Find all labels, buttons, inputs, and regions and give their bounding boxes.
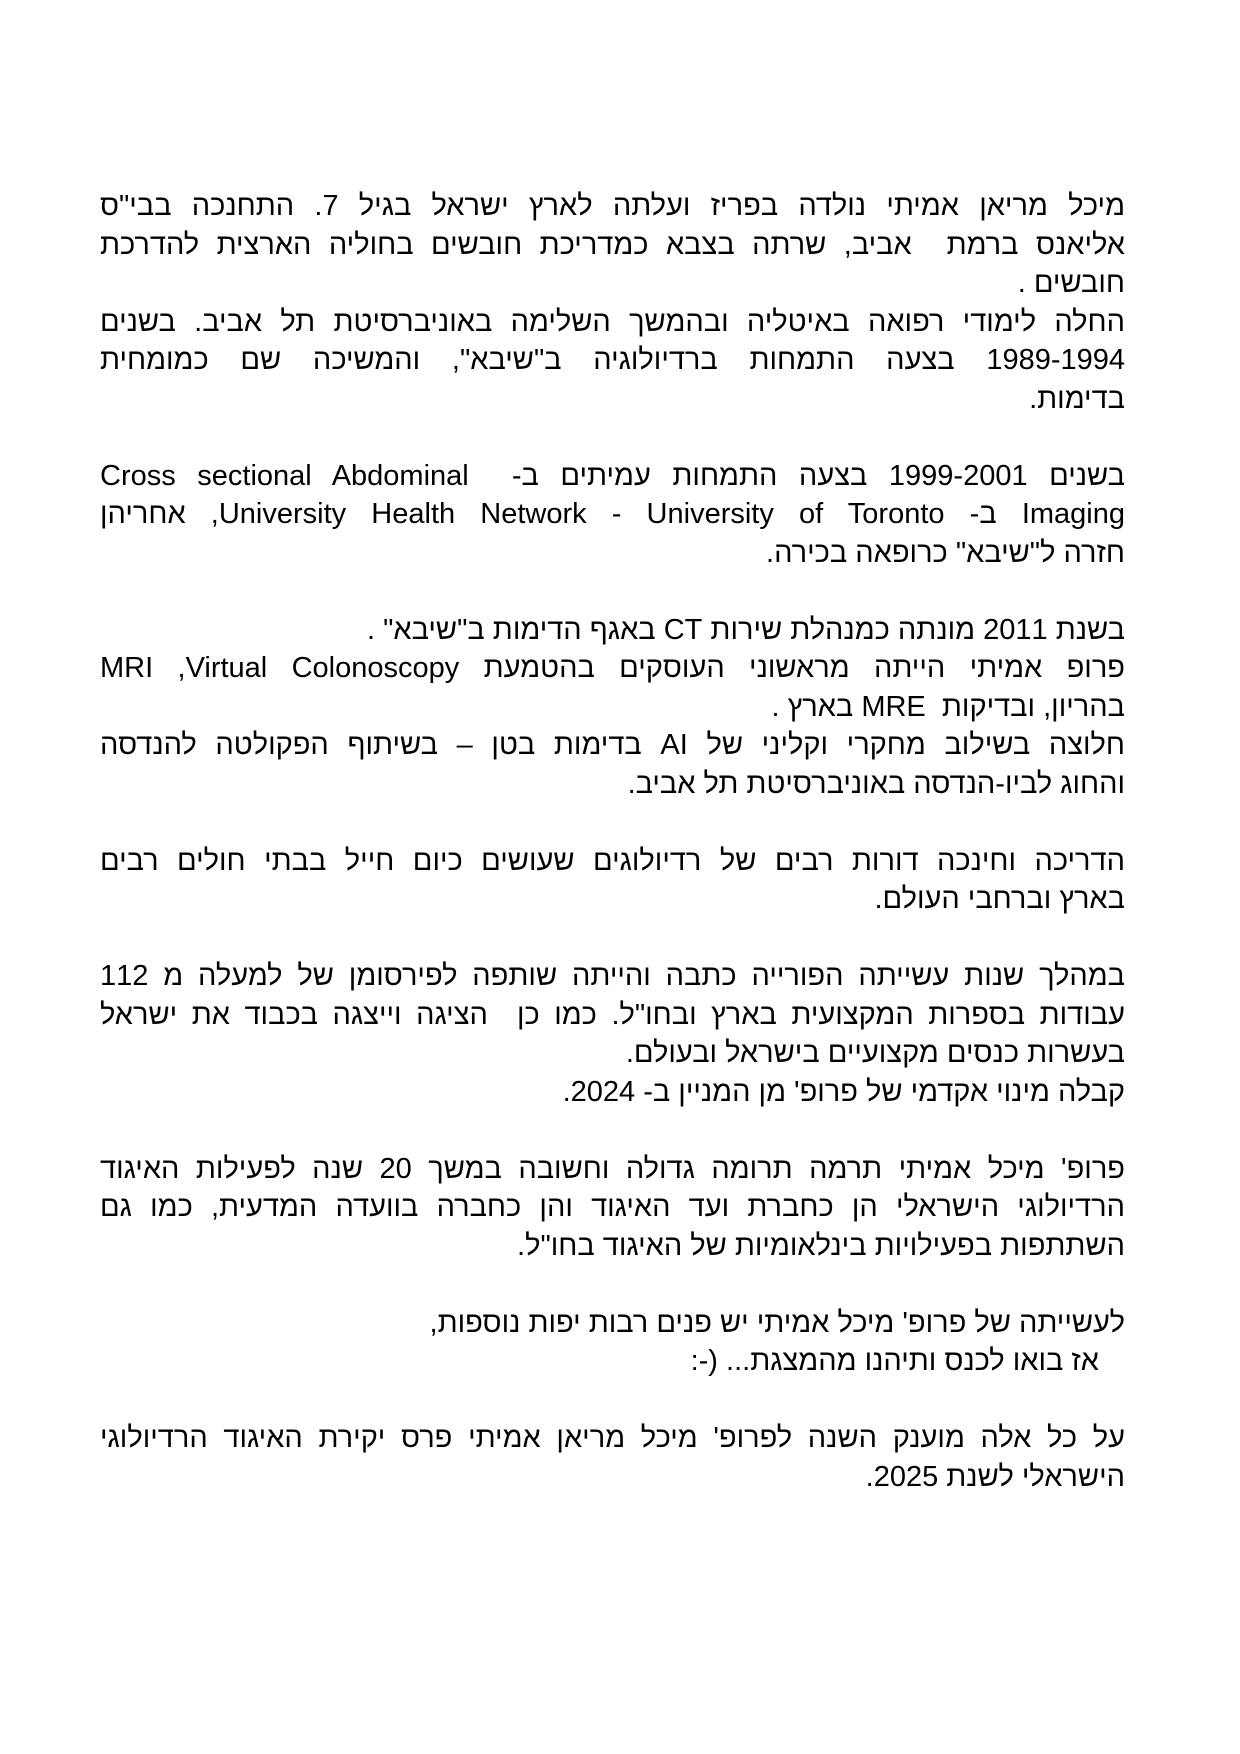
text-line: חזרה ל"שיבא" כרופאה בכירה. — [766, 536, 1125, 569]
paragraph-invitation — [100, 1304, 1125, 1381]
text-line: הישראלי לשנת 2025. — [865, 1460, 1125, 1493]
text-line: הדריכה וחינכה דורות רבים של רדיולוגים שעושים כיום חייל בבתי חולים רבים — [100, 844, 1125, 877]
paragraph-teaching — [100, 842, 1125, 919]
text-line: אז בואו לכנס ותיהנו מהמצגת... (-: — [690, 1345, 1099, 1377]
text-line: והחוג לביו-הנדסה באוניברסיטת תל אביב. — [627, 767, 1125, 800]
paragraph-society-contribution — [100, 1150, 1125, 1266]
text-line: מיכל מריאן אמיתי נולדה בפריז ועלתה לארץ ישראל בגיל 7. התחנכה בבי"ס — [100, 190, 1125, 222]
text-line: במהלך שנות עשייתה הפורייה כתבה והייתה שותפה לפירסומן של למעלה מ 112 — [100, 960, 1125, 992]
text-line: אליאנס ברמת אביב, שרתה בצבא כמדריכת חובשים בחוליה הארצית להדרכת — [100, 228, 1125, 261]
text-line: פרופ אמיתי הייתה מראשוני העוסקים בהטמעת Virtual Colonoscopy‏, MRI — [100, 652, 1125, 684]
paragraph-ct-service — [100, 611, 1125, 804]
text-line: Imaging ב- University Health Network - University of Toronto, אחריהן — [100, 498, 1125, 530]
text-line: קבלה מינוי אקדמי של פרופ' מן המניין ב- 2024. — [562, 1075, 1125, 1108]
text-line: לעשייתה של פרופ' מיכל אמיתי יש פנים רבות יפות נוספות, — [429, 1306, 1125, 1339]
text-line: בדימות. — [1029, 382, 1125, 415]
paragraph-early-life — [100, 187, 1125, 418]
text-line: השתתפות בפעילויות בינלאומיות של האיגוד בחו"ל. — [517, 1229, 1125, 1262]
paragraph-fellowship — [100, 457, 1125, 573]
text-line: חובשים . — [1017, 267, 1125, 299]
paragraph-award — [100, 1419, 1125, 1496]
text-line: בארץ וברחבי העולם. — [874, 883, 1125, 915]
text-line: הרדיולוגי הישראלי הן כחברת ועד האיגוד והן כחברה בוועדה המדעית, כמו גם — [100, 1191, 1125, 1223]
text-line: עבודות בספרות המקצועית בארץ ובחו"ל. כמו כן הציגה וייצגה בכבוד את ישראל — [100, 998, 1125, 1031]
text-line: בעשרות כנסים מקצועיים בישראל ובעולם. — [625, 1037, 1125, 1069]
text-line: בשנים 1999-2001 בצעה התמחות עמיתים ב- Cross sectional Abdominal — [100, 459, 1125, 492]
text-line: בהריון, ובדיקות MRE בארץ . — [771, 690, 1125, 723]
text-line: החלה לימודי רפואה באיטליה ובהמשך השלימה באוניברסיטת תל אביב. בשנים — [100, 305, 1125, 338]
text-line: חלוצה בשילוב מחקרי וקליני של AI בדימות בטן – בשיתוף הפקולטה להנדסה — [100, 729, 1125, 761]
paragraph-publications — [100, 957, 1125, 1111]
text-line: פרופ' מיכל אמיתי תרמה תרומה גדולה וחשובה במשך 20 שנה לפעילות האיגוד — [100, 1152, 1125, 1185]
text-line: על כל אלה מוענק השנה לפרופ' מיכל מריאן אמיתי פרס יקירת האיגוד הרדיולוגי — [100, 1422, 1125, 1454]
text-line: 1989-1994 בצעה התמחות ברדיולוגיה ב"שיבא", והמשיכה שם כמומחית — [100, 344, 1125, 376]
text-line: בשנת 2011 מונתה כמנהלת שירות CT באגף הדימות ב"שיבא" . — [367, 613, 1125, 646]
